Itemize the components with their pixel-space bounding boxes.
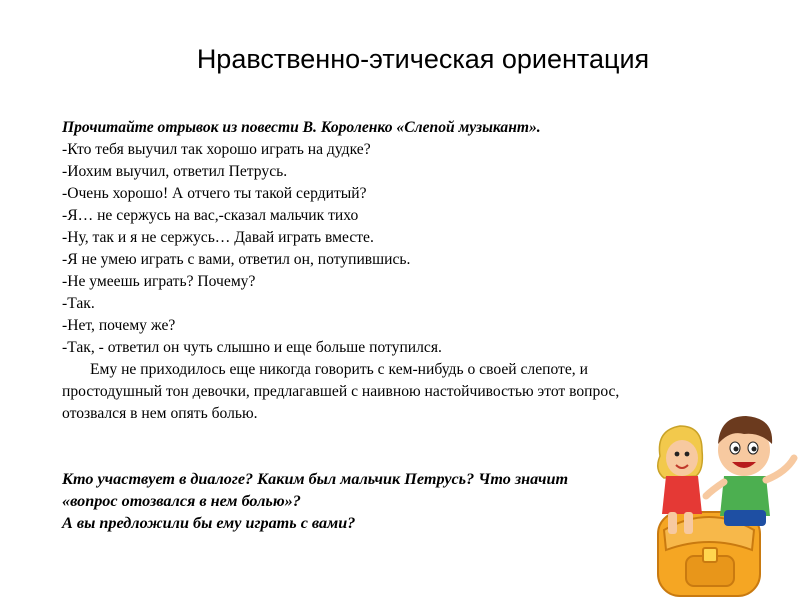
question-line: А вы предложили бы ему играть с вами? (62, 514, 356, 532)
dialogue-line: -Так. (62, 295, 95, 312)
passage (62, 117, 752, 425)
dialogue-line: -Иохим выучил, ответил Петрусь. (62, 163, 288, 180)
boy-arm (706, 482, 724, 496)
girl-eye (675, 452, 680, 457)
dialogue-line: -Не умеешь играть? Почему? (62, 273, 256, 290)
girl-shirt (662, 476, 702, 514)
question-line: Кто участвует в диалоге? Каким был мальчик Петрусь? Что значит (62, 470, 569, 488)
question-line: «вопрос отозвался в нем болью»? (62, 492, 301, 510)
backpack-buckle (703, 548, 717, 562)
slide-title: Нравственно-этическая ориентация (196, 44, 650, 74)
children-on-backpack-icon (640, 400, 800, 600)
dialogue-line: -Я не умею играть с вами, ответил он, потупившись. (62, 251, 411, 268)
girl-eye (685, 452, 690, 457)
girl-leg (684, 512, 693, 534)
dialogue-line: -Очень хорошо! А отчего ты такой сердитый? (62, 185, 367, 202)
boy-shorts (724, 510, 766, 526)
narration-line: отозвался в нем опять болью. (62, 405, 258, 422)
narration-line: Ему не приходилось еще никогда говорить с кем-нибудь о своей слепоте, и (90, 361, 588, 378)
narration-line: простодушный тон девочки, предлагавшей с наивною настойчивостью этот вопрос, (62, 383, 620, 400)
girl-face (666, 440, 698, 476)
dialogue-line: -Ну, так и я не сержусь… Давай играть вместе. (62, 229, 374, 246)
dialogue-line: -Нет, почему же? (62, 317, 176, 334)
dialogue-line: -Кто тебя выучил так хорошо играть на дудке? (62, 141, 371, 158)
passage-heading: Прочитайте отрывок из повести В. Короленко «Слепой музыкант». (62, 119, 541, 136)
girl-leg (668, 512, 677, 534)
boy-pupil (734, 447, 739, 452)
boy-figure (706, 416, 794, 526)
boy-pupil (752, 447, 757, 452)
dialogue-line: -Я… не сержусь на вас,-сказал мальчик тихо (62, 207, 359, 224)
dialogue-line: -Так, - ответил он чуть слышно и еще больше потупился. (62, 339, 442, 356)
boy-arm (766, 458, 794, 480)
